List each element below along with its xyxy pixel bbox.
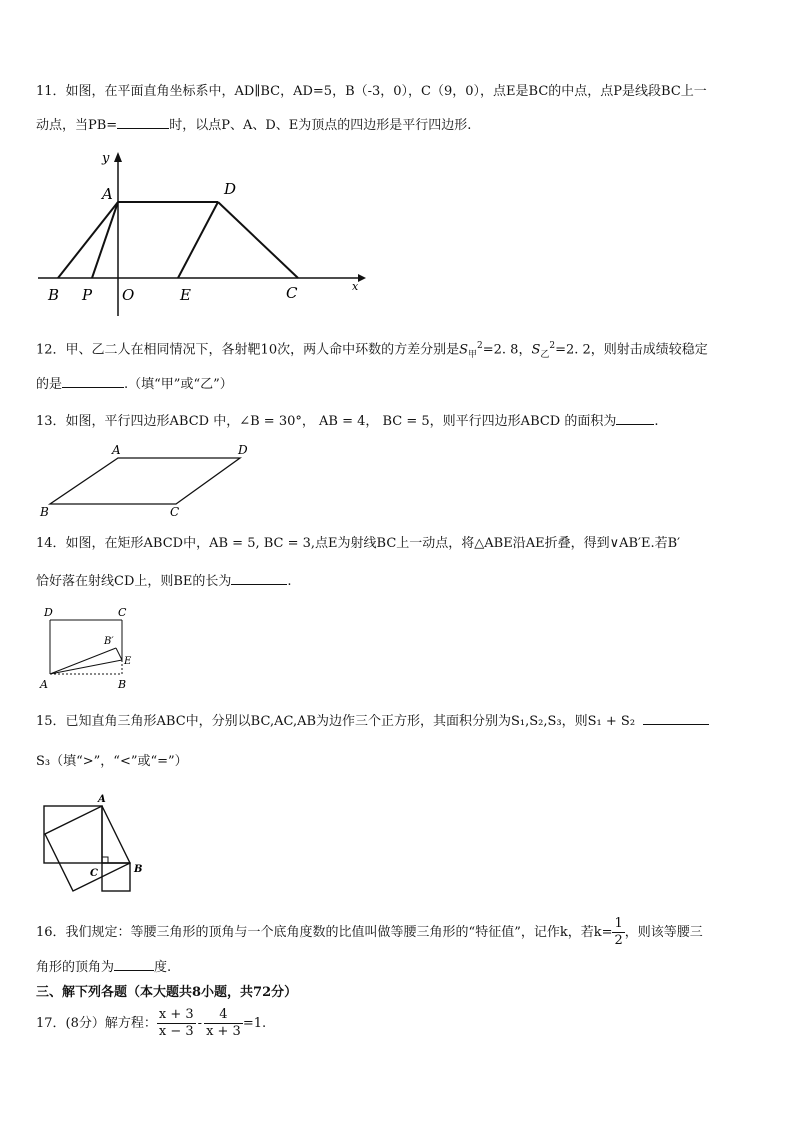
q12-s2: S — [531, 342, 541, 358]
q14-line2 — [36, 572, 292, 590]
q12-jia-sub: 甲 — [468, 349, 478, 360]
label-a: A — [102, 185, 113, 203]
square-on-ab — [45, 806, 130, 891]
right-angle-mark — [102, 857, 108, 863]
q13-end: . — [654, 414, 659, 429]
q16-frac-num: 1 — [614, 916, 623, 931]
q12-line2-end: .（填“甲”或“乙”） — [124, 377, 233, 392]
label-c: C — [170, 505, 180, 519]
q16-line2-end: 度. — [154, 960, 172, 975]
q16-fraction — [612, 916, 624, 949]
label-e: E — [124, 656, 132, 667]
label-o: O — [122, 286, 135, 304]
y-axis-arrow — [114, 152, 122, 162]
q14-answer-blank — [231, 572, 287, 585]
q16-text-end: ，则该等腰三 — [624, 925, 703, 940]
label-b: B — [118, 678, 127, 691]
label-d: D — [224, 180, 237, 198]
label-e: E — [180, 286, 191, 304]
label-a: A — [112, 443, 121, 457]
q16-line2 — [36, 958, 171, 976]
q16-line1 — [36, 916, 703, 948]
segment-ab1 — [50, 648, 116, 674]
segment-ap — [92, 202, 118, 278]
label-y: y — [102, 151, 110, 166]
q17-frac2-den: x + 3 — [206, 1024, 241, 1039]
q14-end: . — [287, 574, 292, 589]
label-b: B — [40, 505, 49, 519]
q12-value2: =2. 2，则射击成绩较稳定 — [555, 342, 708, 358]
section-3-heading: 三、解下列各题（本大题共8小题，共72分） — [36, 985, 298, 1000]
label-d: D — [44, 606, 53, 619]
q17-line — [36, 1004, 266, 1044]
square-on-bc — [102, 863, 130, 891]
q17-frac1-num: x + 3 — [158, 1007, 194, 1022]
q11-line2-start: 动点，当PB= — [36, 118, 118, 133]
x-axis-arrow — [358, 274, 366, 282]
q15-line2: S₃（填“>”，“<”或“=”） — [36, 754, 188, 769]
label-d: D — [238, 443, 248, 457]
label-c: C — [118, 606, 127, 619]
q15-answer-blank — [643, 712, 709, 725]
q11-line1: 11．如图，在平面直角坐标系中，AD∥BC，AD=5，B（-3，0），C（9，0），点E是BC的中点，点P是线段BC上一 — [36, 84, 707, 99]
q12-value1: =2. 8， — [482, 342, 532, 358]
q17-fraction-2 — [204, 1007, 243, 1040]
label-b: B — [134, 864, 143, 875]
q16-frac-den: 2 — [614, 933, 623, 948]
q11-answer-blank — [117, 116, 169, 129]
q12-answer-blank — [62, 375, 124, 388]
square-on-ac — [44, 806, 102, 863]
label-c: C — [286, 284, 298, 302]
q11-figure — [30, 148, 370, 328]
q12-line2 — [36, 375, 233, 393]
label-b: B — [48, 286, 60, 304]
q12-text-start: 12．甲、乙二人在相同情况下，各射靶10次，两人命中环数的方差分别是 — [36, 342, 460, 358]
q12-s1: S — [459, 342, 468, 358]
label-a: A — [98, 794, 106, 805]
q15-text: 15．已知直角三角形ABC中，分别以BC,AC,AB为边作三个正方形，其面积分别为S₁,S₂,S₃，则S₁ + S₂ — [36, 714, 636, 729]
q14-line2-start: 恰好落在射线CD上，则BE的长为 — [36, 574, 232, 589]
q17-frac1-den: x − 3 — [158, 1024, 194, 1039]
segment-ae — [50, 660, 122, 674]
segment-ed — [178, 202, 218, 278]
label-p: P — [82, 286, 93, 304]
label-c: C — [90, 868, 98, 879]
q15-line1 — [36, 712, 709, 730]
q17-frac2-num: 4 — [204, 1007, 243, 1024]
parallelogram-abcd — [50, 458, 240, 504]
q14-line1: 14．如图，在矩形ABCD中，AB = 5, BC = 3,点E为射线BC上一动点，将△ABE沿AE折叠，得到∨AB′E.若B′ — [36, 536, 681, 551]
q16-line2-start: 角形的顶角为 — [36, 960, 115, 975]
q13-text: 13．如图，平行四边形ABCD 中，∠B = 30°， AB = 4， BC = 5，则平行四边形ABCD 的面积为 — [36, 414, 617, 429]
q17-minus: - — [197, 1016, 203, 1031]
q13-figure — [36, 440, 266, 520]
q12-yi-sub: 乙 — [540, 349, 550, 360]
q11-line2-end: 时，以点P、A、D、E为顶点的四边形是平行四边形. — [169, 118, 472, 133]
segment-b1e — [116, 648, 122, 660]
q13-answer-blank — [616, 412, 654, 425]
q12-sup1: 2 — [477, 341, 483, 351]
label-b-prime: B′ — [104, 636, 114, 647]
q11-line2 — [36, 116, 471, 134]
q12-line1 — [36, 338, 708, 363]
q17-prefix: 17．(8分）解方程： — [36, 1016, 157, 1031]
q16-text-start: 16．我们规定：等腰三角形的顶角与一个底角度数的比值叫做等腰三角形的“特征值”，记作k，若k= — [36, 925, 613, 940]
q14-figure — [36, 604, 146, 696]
q12-sup2: 2 — [549, 341, 556, 351]
q17-fraction-1 — [157, 1007, 196, 1040]
q13-line1 — [36, 412, 659, 430]
label-x: x — [352, 280, 359, 293]
segment-dc — [218, 202, 298, 278]
segment-ab — [58, 202, 118, 278]
q12-line2-start: 的是 — [36, 377, 63, 392]
q15-figure — [36, 790, 156, 900]
label-a: A — [40, 678, 48, 691]
q16-answer-blank — [114, 958, 154, 971]
q17-suffix: =1. — [242, 1016, 267, 1031]
